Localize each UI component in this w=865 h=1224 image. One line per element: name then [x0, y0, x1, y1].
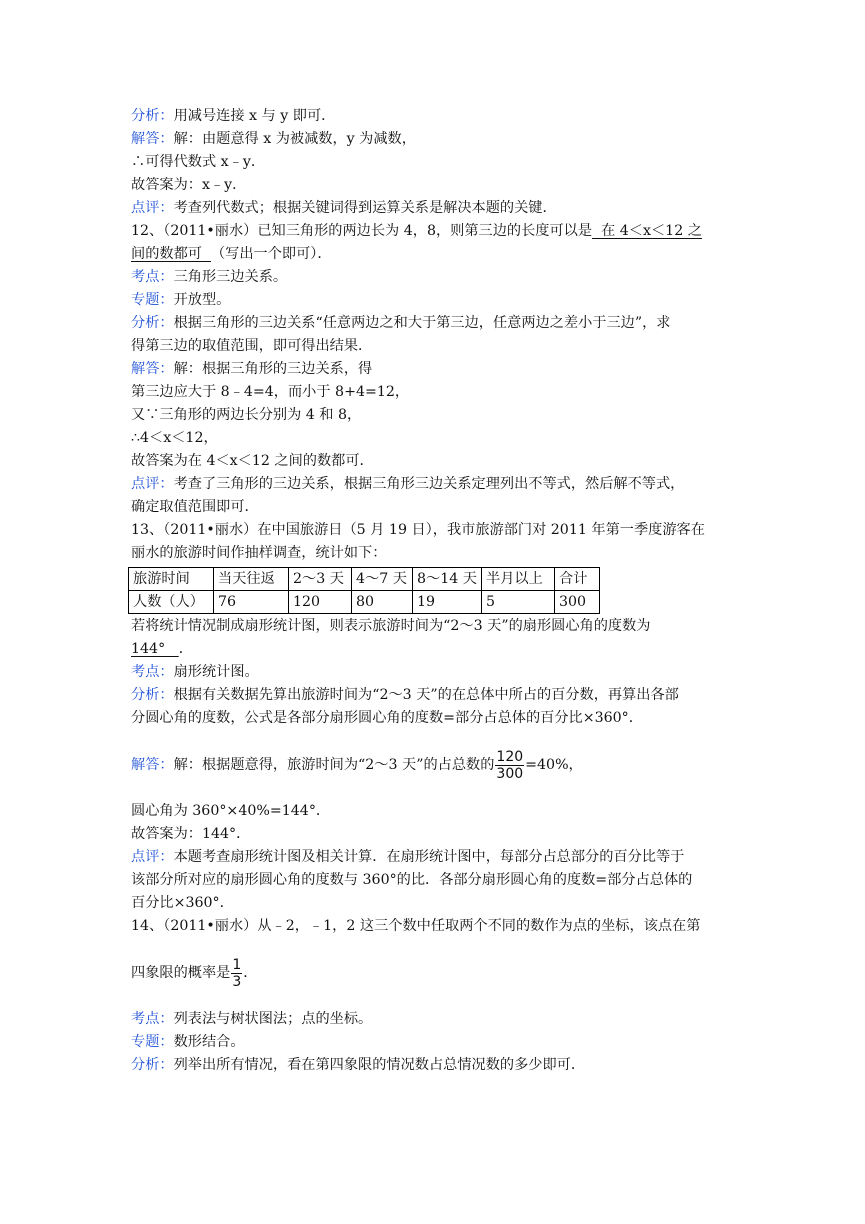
- q14-stem-text: 四象限的概率是: [131, 965, 231, 981]
- analysis-label: 分析：: [131, 687, 174, 703]
- comment-label: 点评：: [131, 476, 174, 492]
- q13-stem-cont: 丽水的旅游时间作抽样调查，统计如下：: [131, 545, 387, 561]
- answer-label: 解答：: [131, 757, 174, 773]
- point-text: 三角形三边关系。: [173, 269, 288, 285]
- document-page: [131, 105, 735, 1077]
- q13-stem: 13、（2011•丽水）在中国旅游日（5 月 19 日），我市旅游部门对 2011 年第一季度游客在: [131, 522, 705, 538]
- q12-answer: [131, 358, 735, 381]
- q13-question-cont: [131, 638, 735, 661]
- fraction-denominator: 3: [232, 973, 242, 990]
- table-cell: 300: [555, 591, 600, 614]
- analysis-text: 根据三角形的三边关系“任意两边之和大于第三边，任意两边之差小于三边”，求: [173, 315, 671, 331]
- comment-label: 点评：: [131, 849, 174, 865]
- table-cell: 半月以上: [482, 568, 555, 591]
- comment-text: 本题考查扇形统计图及相关计算．在扇形统计图中，每部分占总部分的百分比等于: [173, 849, 685, 865]
- q12-point: [131, 266, 735, 289]
- q11-analysis: [131, 105, 735, 128]
- q12-stem: [131, 220, 735, 243]
- q13-answer: [131, 744, 735, 786]
- q12-stem-prefix: 12、（2011•丽水）已知三角形的两边长为 4，8，则第三边的长度可以是: [131, 223, 593, 239]
- q13-answer-line: 圆心角为 360°×40%=144°．: [131, 803, 331, 819]
- q12-answer-line: 故答案为在 4＜x＜12 之间的数都可．: [131, 453, 374, 469]
- analysis-label: 分析：: [131, 108, 174, 124]
- q12-answer-line: 第三边应大于 8﹣4=4，而小于 8+4=12，: [131, 384, 410, 400]
- fraction: [495, 749, 524, 782]
- q12-comment: [131, 473, 735, 496]
- q13-question: 若将统计情况制成扇形统计图，则表示旅游时间为“2～3 天”的扇形圆心角的度数为: [131, 618, 651, 634]
- q13-analysis: [131, 684, 735, 707]
- q13-analysis-cont: 分圆心角的度数，公式是各部分扇形圆心角的度数=部分占总体的百分比×360°．: [131, 710, 643, 726]
- table-cell: 4～7 天: [352, 568, 413, 591]
- q11-answer-line: 故答案为：x﹣y．: [131, 177, 247, 193]
- topic-label: 专题：: [131, 292, 174, 308]
- comment-text: 考查了三角形的三边关系，根据三角形三边关系定理列出不等式，然后解不等式，: [173, 476, 685, 492]
- topic-label: 专题：: [131, 1034, 174, 1050]
- comment-text: 考查列代数式；根据关键词得到运算关系是解决本题的关键．: [173, 200, 557, 216]
- analysis-text: 列举出所有情况，看在第四象限的情况数占总情况数的多少即可．: [173, 1057, 586, 1073]
- fraction-numerator: 120: [496, 748, 524, 765]
- q14-stem: 14、（2011•丽水）从﹣2，﹣1，2 这三个数中任取两个不同的数作为点的坐标，该点在第: [131, 918, 701, 934]
- table-cell: 120: [289, 591, 352, 614]
- q12-stem-suffix: （写出一个即可）．: [210, 246, 332, 262]
- q14-stem-cont: [131, 952, 735, 994]
- q14-analysis: [131, 1054, 735, 1077]
- analysis-label: 分析：: [131, 1057, 174, 1073]
- q14-point: [131, 1008, 735, 1031]
- table-cell: 2～3 天: [289, 568, 352, 591]
- topic-text: 开放型。: [173, 292, 231, 308]
- q13-question-end: ．: [178, 641, 193, 657]
- q12-answer-line: ∴4＜x＜12，: [131, 430, 218, 446]
- comment-label: 点评：: [131, 200, 174, 216]
- analysis-label: 分析：: [131, 315, 174, 331]
- table-row: [129, 591, 600, 614]
- point-text: 扇形统计图。: [173, 664, 259, 680]
- table-cell: 5: [482, 591, 555, 614]
- q12-answer-blank: 间的数都可: [131, 246, 211, 262]
- q13-comment-cont: 该部分所对应的扇形圆心角的度数与 360°的比．各部分扇形圆心角的度数=部分占总体的: [131, 872, 693, 888]
- answer-text: 解：由题意得 x 为被减数，y 为减数，: [173, 131, 416, 147]
- q12-stem-cont: [131, 243, 735, 266]
- q13-comment: [131, 846, 735, 869]
- q11-answer: [131, 128, 735, 151]
- q13-stats-table: [128, 567, 600, 614]
- q14-topic: [131, 1031, 735, 1054]
- q11-comment: [131, 197, 735, 220]
- q12-comment-cont: 确定取值范围即可．: [131, 499, 259, 515]
- q12-answer-line: 又∵三角形的两边长分别为 4 和 8，: [131, 407, 362, 423]
- fraction: [231, 957, 242, 990]
- table-cell: 80: [352, 591, 413, 614]
- q14-stem-end: ．: [243, 965, 258, 981]
- q13-point: [131, 661, 735, 684]
- table-cell: 8～14 天: [413, 568, 482, 591]
- table-cell: 19: [413, 591, 482, 614]
- q12-topic: [131, 289, 735, 312]
- fraction-denominator: 300: [496, 765, 524, 782]
- topic-text: 数形结合。: [173, 1034, 245, 1050]
- table-cell: 合计: [555, 568, 600, 591]
- answer-text-end: =40%，: [525, 757, 583, 773]
- analysis-text: 用减号连接 x 与 y 即可．: [173, 108, 336, 124]
- answer-label: 解答：: [131, 131, 174, 147]
- fraction-numerator: 1: [232, 956, 242, 973]
- table-cell: 76: [214, 591, 289, 614]
- point-text: 列表法与树状图法；点的坐标。: [173, 1011, 373, 1027]
- table-cell: 人数（人）: [129, 591, 214, 614]
- table-header-row: [129, 568, 600, 591]
- table-cell: 旅游时间: [129, 568, 214, 591]
- answer-text: 解：根据题意得，旅游时间为“2～3 天”的占总数的: [173, 757, 495, 773]
- analysis-text: 根据有关数据先算出旅游时间为“2～3 天”的在总体中所占的百分数，再算出各部: [173, 687, 679, 703]
- point-label: 考点：: [131, 1011, 174, 1027]
- table-cell: 当天往返: [214, 568, 289, 591]
- q13-comment-cont: 百分比×360°．: [131, 895, 234, 911]
- q12-answer-blank: 在 4＜x＜12 之: [592, 223, 702, 239]
- q12-analysis: [131, 312, 735, 335]
- point-label: 考点：: [131, 664, 174, 680]
- q12-analysis-cont: 得第三边的取值范围，即可得出结果．: [131, 338, 373, 354]
- answer-label: 解答：: [131, 361, 174, 377]
- answer-text: 解：根据三角形的三边关系，得: [173, 361, 373, 377]
- q13-answer-blank: 144°: [131, 641, 179, 657]
- q11-answer-line: ∴可得代数式 x﹣y．: [131, 154, 266, 170]
- point-label: 考点：: [131, 269, 174, 285]
- q13-answer-line: 故答案为：144°．: [131, 826, 251, 842]
